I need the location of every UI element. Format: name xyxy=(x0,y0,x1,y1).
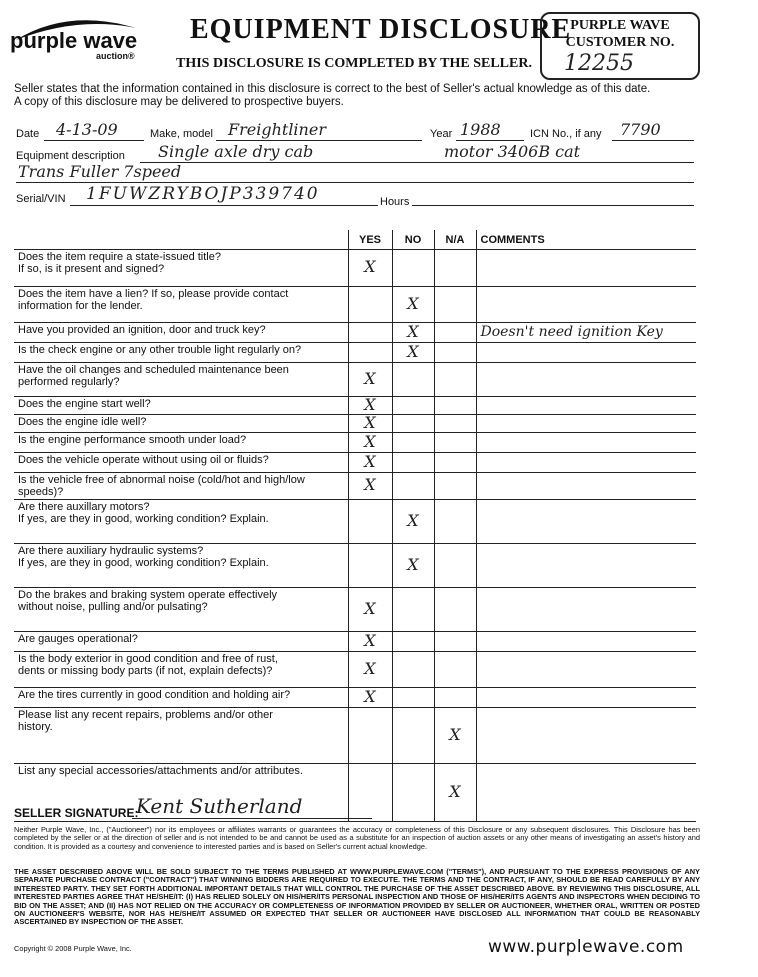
date-line xyxy=(44,140,144,141)
header-no: NO xyxy=(392,230,434,250)
check-mark: X xyxy=(364,451,376,471)
answer-yes[interactable] xyxy=(348,287,392,323)
desc-line-2 xyxy=(16,182,694,183)
question-text: without noise, pulling and/or pulsating? xyxy=(18,601,208,613)
question-text: Are gauges operational? xyxy=(18,633,138,645)
answer-no[interactable] xyxy=(392,363,434,397)
table-row xyxy=(14,397,696,415)
answer-na[interactable] xyxy=(434,652,476,688)
question-text: If yes, are they in good, working condition? Explain. xyxy=(18,513,269,525)
answer-no[interactable] xyxy=(392,397,434,415)
comment-cell[interactable] xyxy=(476,473,696,500)
answer-na[interactable] xyxy=(434,708,476,764)
table-row xyxy=(14,473,696,500)
answer-na[interactable] xyxy=(434,433,476,453)
question-text: history. xyxy=(18,721,53,733)
question-cell xyxy=(14,363,348,397)
question-text: Have you provided an ignition, door and truck key? xyxy=(18,324,266,336)
answer-no[interactable] xyxy=(392,652,434,688)
question-text: Does the item require a state-issued title? xyxy=(18,251,221,263)
comment-cell[interactable] xyxy=(476,323,696,343)
comment-cell[interactable] xyxy=(476,500,696,544)
copyright: Copyright © 2008 Purple Wave, Inc. xyxy=(14,944,132,953)
answer-no[interactable] xyxy=(392,433,434,453)
answer-yes[interactable] xyxy=(348,323,392,343)
answer-no[interactable] xyxy=(392,688,434,708)
question-text: Does the item have a lien? If so, please provide contact xyxy=(18,288,289,300)
question-text: Please list any recent repairs, problems and/or other xyxy=(18,709,273,721)
answer-na[interactable] xyxy=(434,688,476,708)
desc-value-1b: motor 3406B cat xyxy=(444,142,581,161)
answer-yes[interactable] xyxy=(348,688,392,708)
check-mark: X xyxy=(364,394,376,414)
comment-cell[interactable] xyxy=(476,250,696,287)
question-cell xyxy=(14,323,348,343)
logo-sub: auction® xyxy=(96,51,135,61)
table-row xyxy=(14,363,696,397)
table-row xyxy=(14,287,696,323)
table-row xyxy=(14,632,696,652)
header-comments: COMMENTS xyxy=(476,230,696,250)
answer-na[interactable] xyxy=(434,588,476,632)
answer-yes[interactable] xyxy=(348,343,392,363)
comment-cell[interactable] xyxy=(476,415,696,433)
signature-label: SELLER SIGNATURE: xyxy=(14,806,139,820)
question-text: Does the vehicle operate without using oil or fluids? xyxy=(18,454,269,466)
check-mark: X xyxy=(407,510,419,530)
customer-label-2: CUSTOMER NO. xyxy=(565,35,675,50)
question-cell xyxy=(14,415,348,433)
answer-no[interactable] xyxy=(392,287,434,323)
answer-no[interactable] xyxy=(392,632,434,652)
header-question xyxy=(14,230,348,250)
make-line xyxy=(216,140,422,141)
answer-no[interactable] xyxy=(392,323,434,343)
hours-label: Hours xyxy=(380,196,410,208)
answer-no[interactable] xyxy=(392,588,434,632)
comment-cell[interactable] xyxy=(476,544,696,588)
question-cell xyxy=(14,473,348,500)
answer-yes[interactable] xyxy=(348,250,392,287)
answer-yes[interactable] xyxy=(348,363,392,397)
question-text: Is the engine performance smooth under load? xyxy=(18,434,247,446)
table-row xyxy=(14,453,696,473)
question-cell xyxy=(14,652,348,688)
make-label: Make, model xyxy=(150,128,213,140)
check-mark: X xyxy=(449,781,461,801)
answer-na[interactable] xyxy=(434,397,476,415)
comment-cell[interactable] xyxy=(476,688,696,708)
question-cell xyxy=(14,544,348,588)
year-label: Year xyxy=(430,128,453,140)
signature: Kent Sutherland xyxy=(136,794,303,818)
comment-cell[interactable] xyxy=(476,588,696,632)
website-link[interactable]: www.purplewave.com xyxy=(488,937,684,957)
table-row xyxy=(14,544,696,588)
year-line xyxy=(456,140,524,141)
answer-yes[interactable] xyxy=(348,412,392,433)
answer-no[interactable] xyxy=(392,473,434,500)
comment-cell[interactable] xyxy=(476,632,696,652)
check-mark: X xyxy=(407,341,419,361)
question-text: performed regularly? xyxy=(18,376,120,388)
table-row xyxy=(14,708,696,764)
question-cell xyxy=(14,397,348,415)
answer-na[interactable] xyxy=(434,415,476,433)
check-mark: X xyxy=(407,321,419,341)
comment-cell[interactable] xyxy=(476,433,696,453)
comment-text: Doesn't need ignition Key xyxy=(480,324,663,340)
table-row xyxy=(14,500,696,544)
desc-value-1: Single axle dry cab xyxy=(158,142,314,161)
answer-na[interactable] xyxy=(434,343,476,363)
question-text: Is the vehicle free of abnormal noise (cold/hot and high/low speeds)? xyxy=(18,474,305,498)
answer-no[interactable] xyxy=(392,453,434,473)
question-text: Is the check engine or any other trouble light regularly on? xyxy=(18,344,302,356)
answer-yes[interactable] xyxy=(348,588,392,632)
comment-cell[interactable] xyxy=(476,397,696,415)
table-header-row xyxy=(14,230,696,250)
comment-cell[interactable] xyxy=(476,363,696,397)
page-title: EQUIPMENT DISCLOSURE xyxy=(190,14,572,45)
answer-na[interactable] xyxy=(434,250,476,287)
comment-cell[interactable] xyxy=(476,453,696,473)
check-mark: X xyxy=(407,293,419,313)
check-mark: X xyxy=(364,686,376,706)
intro-line-2: A copy of this disclosure may be delivered to prospective buyers. xyxy=(14,96,344,108)
icn-label: ICN No., if any xyxy=(530,128,602,140)
question-cell xyxy=(14,708,348,764)
question-text: Does the engine start well? xyxy=(18,398,151,410)
comment-cell[interactable] xyxy=(476,287,696,323)
logo xyxy=(8,12,148,62)
check-mark: X xyxy=(364,257,376,276)
icn-line xyxy=(612,140,694,141)
question-cell xyxy=(14,287,348,323)
question-cell xyxy=(14,343,348,363)
question-cell xyxy=(14,500,348,544)
comment-cell[interactable] xyxy=(476,708,696,764)
check-mark: X xyxy=(364,475,376,494)
table-row xyxy=(14,343,696,363)
check-mark: X xyxy=(364,630,376,650)
page-subtitle: THIS DISCLOSURE IS COMPLETED BY THE SELLER. xyxy=(176,56,532,71)
answer-no[interactable] xyxy=(392,415,434,433)
table-row xyxy=(14,323,696,343)
answer-no[interactable] xyxy=(392,250,434,287)
date-label: Date xyxy=(16,128,40,140)
check-mark: X xyxy=(364,658,376,678)
question-text: Have the oil changes and scheduled maintenance been xyxy=(18,364,289,376)
signature-line xyxy=(132,818,372,819)
answer-na[interactable] xyxy=(434,500,476,544)
make-value: Freightliner xyxy=(228,120,326,139)
disclaimer-text: Neither Purple Wave, Inc., ("Auctioneer") nor its employees or affiliates warrants or guarantees the accuracy or completeness of this Disclosure or any subsequent disclosures. This Disclosure has been completed by the seller or at the direction of seller and is not intended to be and cannot be used as a substitute for an inspection of auction assets or any other means of investigating an asset's history and condition. It is provided as a courtesy and convenience to interested parties and is based on Seller's current actual knowledge. xyxy=(14,825,700,851)
answer-na[interactable] xyxy=(434,544,476,588)
table-row xyxy=(14,652,696,688)
desc-value-2: Trans Fuller 7speed xyxy=(18,162,182,181)
hours-line xyxy=(412,205,694,206)
comment-cell[interactable] xyxy=(476,652,696,688)
intro-line-1: Seller states that the information contained in this disclosure is correct to the best of Seller's actual knowledge as of this date. xyxy=(14,83,651,95)
question-cell xyxy=(14,453,348,473)
check-mark: X xyxy=(364,598,376,618)
check-mark: X xyxy=(364,431,376,451)
serial-value: 1FUWZRYBOJP339740 xyxy=(86,184,320,204)
comment-cell[interactable] xyxy=(476,343,696,363)
answer-yes[interactable] xyxy=(348,708,392,764)
question-text: information for the lender. xyxy=(18,300,143,312)
icn-value: 7790 xyxy=(620,120,661,139)
answer-na[interactable] xyxy=(434,287,476,323)
check-mark: X xyxy=(407,554,419,574)
customer-label-1: PURPLE WAVE xyxy=(570,18,670,33)
answer-yes[interactable] xyxy=(348,500,392,544)
answer-na[interactable] xyxy=(434,453,476,473)
year-value: 1988 xyxy=(460,120,501,139)
question-cell xyxy=(14,250,348,287)
question-cell xyxy=(14,588,348,632)
answer-no[interactable] xyxy=(392,544,434,588)
question-text: List any special accessories/attachments and/or attributes. xyxy=(18,765,303,777)
answer-no[interactable] xyxy=(392,343,434,363)
table-row xyxy=(14,688,696,708)
answer-yes[interactable] xyxy=(348,632,392,652)
header-yes: YES xyxy=(348,230,392,250)
table-row xyxy=(14,588,696,632)
answer-yes[interactable] xyxy=(348,544,392,588)
answer-no[interactable] xyxy=(392,500,434,544)
answer-na[interactable] xyxy=(434,764,476,822)
answer-na[interactable] xyxy=(434,632,476,652)
header-na: N/A xyxy=(434,230,476,250)
answer-yes[interactable] xyxy=(348,453,392,473)
check-mark: X xyxy=(364,368,376,388)
answer-na[interactable] xyxy=(434,323,476,343)
desc-line-1 xyxy=(140,162,694,163)
terms-text: THE ASSET DESCRIBED ABOVE WILL BE SOLD SUBJECT TO THE TERMS PUBLISHED AT WWW.PURPLEWAVE.COM ("TERMS"), AND PURSUANT TO THE EXPRESS PROVISIONS OF ANY SEPARATE PURCHASE CONTRACT ("CONTRACT") THAT WINNING BIDDERS ARE REQUIRED TO EXECUTE. THE TERMS AND THE CONTRACT, IF ANY, SHOULD BE READ CAREFULLY BY ANY INTERESTED PARTY. THEY SET FORTH ADDITIONAL IMPORTANT DETAILS THAT WILL CONTROL THE PURCHASE OF THE ASSET DESCRIBED ABOVE. BY REVIEWING THIS DISCLOSURE, ALL INTERESTED PARTIES AGREE THAT HE/SHE/IT: (I) HAS RELIED SOLELY ON HIS/HER/ITS PERSONAL INSPECTION AND THOSE OF HIS/HER/ITS AGENTS AND INSPECTORS WHEN DECIDING TO BID ON THE ASSET; AND (II) HAS NOT RELIED ON THE ACCURACY OR COMPLETENESS OF INFORMATION PROVIDED BY SELLER OR AUCTIONEER, WHETHER ORAL, WRITTEN OR POSTED ON AUCTIONEER'S WEBSITE, NOR HAS HE/SHE/IT ASSUMED OR EXPECTED THAT SELLER OR AUCTIONEER HAVE DISCLOSED ALL INFORMATION THAT COULD BE REASONABLY ASCERTAINED BY INSPECTION OF THE ASSET. xyxy=(14,867,700,927)
serial-label: Serial/VIN xyxy=(16,193,66,205)
date-value: 4-13-09 xyxy=(56,120,118,139)
table-row xyxy=(14,433,696,453)
answer-na[interactable] xyxy=(434,363,476,397)
answer-na[interactable] xyxy=(434,473,476,500)
question-text: If yes, are they in good, working condition? Explain. xyxy=(18,557,269,569)
logo-wordmark: purple wave xyxy=(10,28,138,53)
question-cell xyxy=(14,632,348,652)
question-text: Are the tires currently in good condition and holding air? xyxy=(18,689,291,701)
check-mark: X xyxy=(364,412,376,432)
question-text: Are there auxiliary hydraulic systems? xyxy=(18,545,204,557)
comment-cell[interactable] xyxy=(476,764,696,822)
question-text: dents or missing body parts (if not, explain defects)? xyxy=(18,665,273,677)
answer-yes[interactable] xyxy=(348,473,392,500)
question-cell xyxy=(14,688,348,708)
question-text: Are there auxillary motors? xyxy=(18,501,150,513)
question-text: Is the body exterior in good condition and free of rust, xyxy=(18,653,278,665)
serial-line xyxy=(70,205,378,206)
answer-no[interactable] xyxy=(392,764,434,822)
answer-yes[interactable] xyxy=(348,764,392,822)
answer-no[interactable] xyxy=(392,708,434,764)
disclosure-table xyxy=(14,230,696,822)
answer-yes[interactable] xyxy=(348,433,392,453)
question-text: If so, is it present and signed? xyxy=(18,263,165,275)
customer-number-box xyxy=(540,12,700,80)
table-row xyxy=(14,250,696,287)
desc-label: Equipment description xyxy=(16,150,125,162)
check-mark: X xyxy=(449,724,461,744)
table-row xyxy=(14,415,696,433)
answer-yes[interactable] xyxy=(348,652,392,688)
customer-number: 12255 xyxy=(564,51,634,76)
question-text: Do the brakes and braking system operate effectively xyxy=(18,589,278,601)
question-cell xyxy=(14,433,348,453)
question-text: Does the engine idle well? xyxy=(18,416,147,428)
